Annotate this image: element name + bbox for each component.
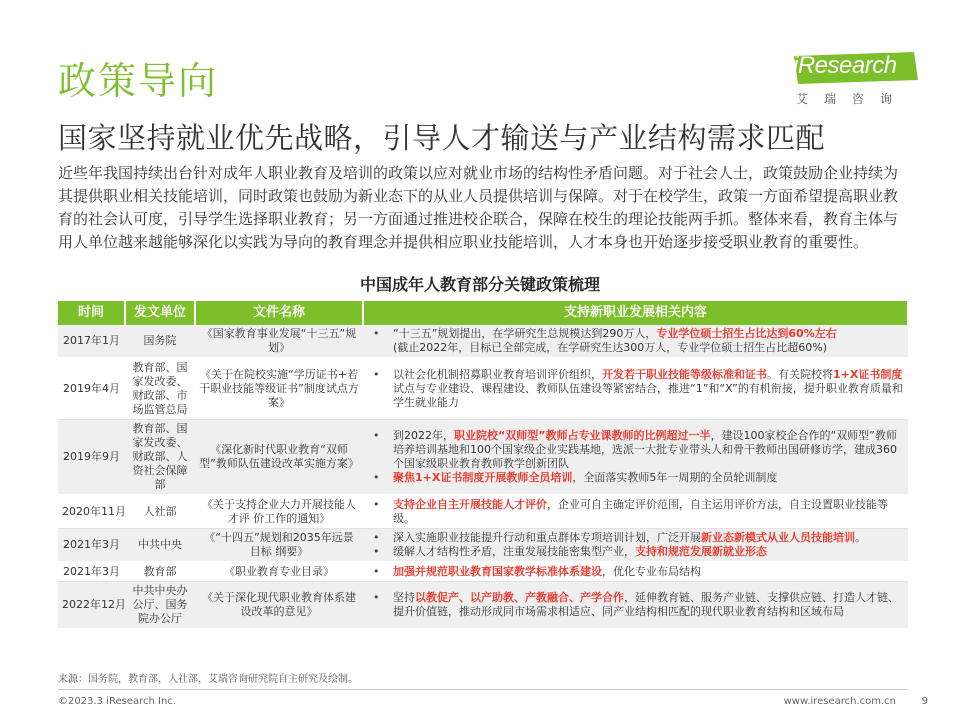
bullet-item (371, 368, 904, 410)
table-row (58, 582, 908, 630)
footer-divider (58, 689, 908, 690)
intro-paragraph: 近些年我国持续出台针对成年人职业教育及培训的政策以应对就业市场的结构性矛盾问题。对于社会人士，政策鼓励企业持续为其提供职业相关技能培训，同时政策也鼓励为新业态下的从业人员提供培训与保障。对于在校学生，政策一方面希望提高职业教育的社会认可度，引导学生选择职业教育；另一方面通过推进校企联合，保障在校生的理论技能两手抓。整体来看，教育主体与用人单位越来越能够深化以实践为导向的教育理念并提供相应职业技能培训，人才本身也开始逐步接受职业教育的重要性。 (58, 164, 899, 251)
content-text: ，全面落实教师5年一周期的全员轮训制度 (572, 471, 778, 484)
table-header-row (58, 301, 908, 325)
bullet-item (371, 498, 904, 526)
row-doc: 《“十四五”规划和2035年远景目标 纲要》 (195, 529, 363, 563)
row-doc: 《深化新时代职业教育“双师型”教师队伍建设改革实施方案》 (195, 420, 363, 496)
highlight-text: 专业学位硕士招生占比达到60%左右 (656, 327, 837, 340)
header-content: 支持新职业发展相关内容 (363, 301, 908, 325)
content-text: 。 (855, 531, 866, 544)
table-body (58, 325, 908, 629)
source-note: 来源：国务院，教育部，人社部，艾瑞咨询研究院自主研究及绘制。 (58, 674, 358, 685)
row-unit: 人社部 (125, 495, 195, 529)
content-text: 。有关院校将 (767, 368, 833, 381)
row-doc: 《关于在院校实施“学历证书+若干职业技能等级证书”制度试点方案》 (195, 358, 363, 420)
row-time: 2020年11月 (58, 495, 125, 529)
content-text: 坚持 (393, 591, 415, 604)
row-content (363, 495, 908, 529)
row-unit: 教育部、国家发改委、财政部、人资社会保障部 (125, 420, 195, 496)
page-subtitle: 国家坚持就业优先战略，引导人才输送与产业结构需求匹配 (58, 121, 826, 155)
row-time: 2019年9月 (58, 420, 125, 496)
row-unit: 国务院 (125, 325, 195, 358)
bullet-item (371, 471, 904, 485)
content-text: 到2022年， (393, 429, 454, 442)
highlight-text: 1+X证书制度 (833, 368, 903, 381)
row-doc: 《关于深化现代职业教育体系建设改革的意见》 (195, 582, 363, 630)
row-content (363, 582, 908, 630)
row-doc: 《关于支持企业大力开展技能人才评 价工作的通知》 (195, 495, 363, 529)
content-text: 缓解人才结构性矛盾，注重发展技能密集型产业， (393, 545, 635, 558)
row-time: 2017年1月 (58, 325, 125, 358)
page-number: 9 (921, 696, 928, 707)
row-unit: 教育部 (125, 562, 195, 582)
logo-subtext: 艾瑞咨询 (796, 92, 909, 106)
logo-text: iResearch (793, 52, 897, 79)
row-time: 2021年3月 (58, 562, 125, 582)
content-text: 深入实施职业技能提升行动和重点群体专项培训计划，广泛开展 (393, 531, 701, 544)
content-text: “十三五”规划提出，在学研究生总规模达到290万人， (393, 327, 657, 340)
row-content (363, 529, 908, 563)
table-row (58, 325, 908, 358)
header-unit: 发文单位 (125, 301, 195, 325)
table-row (58, 495, 908, 529)
highlight-text: 新业态新模式从业人员技能培训 (701, 531, 855, 544)
content-text: ，延伸教育链、服务产业链、支撑供应链、打造人才链、提升价值链，推动形成同市场需求相适应、同产业结构相匹配的现代职业教育结构和区域布局 (393, 591, 899, 618)
highlight-text: 以教促产、以产助教、产教融合、产学合作 (415, 591, 624, 604)
table-title: 中国成年人教育部分关键政策梳理 (359, 275, 600, 294)
header-doc: 文件名称 (195, 301, 363, 325)
content-text: ，建设100家校企合作的“双师型”教师培养培训基地和100个国家级企业实践基地，选派一大批专业带头人和骨干教师出国研修访学，建成360个国家级职业教育教师教学创新团队 (393, 429, 897, 470)
highlight-text: 加强并规范职业教育国家教学标准体系建设 (393, 565, 602, 578)
note-line (371, 341, 904, 355)
page-title: 政策导向 (58, 59, 219, 103)
bullet-item (371, 531, 904, 545)
row-content (363, 358, 908, 420)
row-time: 2019年4月 (58, 358, 125, 420)
header-time: 时间 (58, 301, 125, 325)
bullet-item (371, 565, 904, 579)
row-unit: 中共中央办公厅、国务院办公厅 (125, 582, 195, 630)
highlight-text: 支持企业自主开展技能人才评价 (393, 498, 547, 511)
table-row (58, 529, 908, 563)
copyright: ©2023.3 iResearch Inc. (58, 696, 176, 707)
bullet-item (371, 327, 904, 341)
bullet-item (371, 545, 904, 559)
table-row (58, 562, 908, 582)
row-doc: 《国家教育事业发展“十三五”规划》 (195, 325, 363, 358)
content-text: ，优化专业布局结构 (602, 565, 701, 578)
content-text: (截止2022年，目标已全部完成，在学研究生达300万人，专业学位硕士招生占比超60%) (393, 341, 828, 354)
row-doc: 《职业教育专业目录》 (195, 562, 363, 582)
website-link[interactable]: www.iresearch.com.cn (783, 696, 896, 707)
content-text: ，企业可自主确定评价范围，自主运用评价方法，自主设置职业技能等级。 (393, 498, 888, 525)
table-row (58, 420, 908, 496)
highlight-text: 开发若干职业技能等级标准和证书 (602, 368, 767, 381)
row-content (363, 420, 908, 496)
row-time: 2021年3月 (58, 529, 125, 563)
bullet-item (371, 591, 904, 619)
row-unit: 教育部、国家发改委、财政部、市场监管总局 (125, 358, 195, 420)
row-time: 2022年12月 (58, 582, 125, 630)
content-text: 以社会化机制招募职业教育培训评价组织， (393, 368, 602, 381)
highlight-text: 职业院校“双师型”教师占专业课教师的比例超过一半 (454, 429, 711, 442)
content-text: 试点与专业建设、课程建设、教师队伍建设等紧密结合，推进“1”和“X”的有机衔接，提升职业教育质量和学生就业能力 (393, 382, 903, 409)
row-unit: 中共中央 (125, 529, 195, 563)
bullet-item (371, 429, 904, 471)
policy-table (58, 301, 909, 630)
highlight-text: 支持和规范发展新就业形态 (635, 545, 767, 558)
table-row (58, 358, 908, 420)
highlight-text: 聚焦1+X证书制度开展教师全员培训 (393, 471, 573, 484)
iresearch-logo (790, 50, 920, 110)
row-content (363, 325, 908, 358)
row-content (363, 562, 908, 582)
